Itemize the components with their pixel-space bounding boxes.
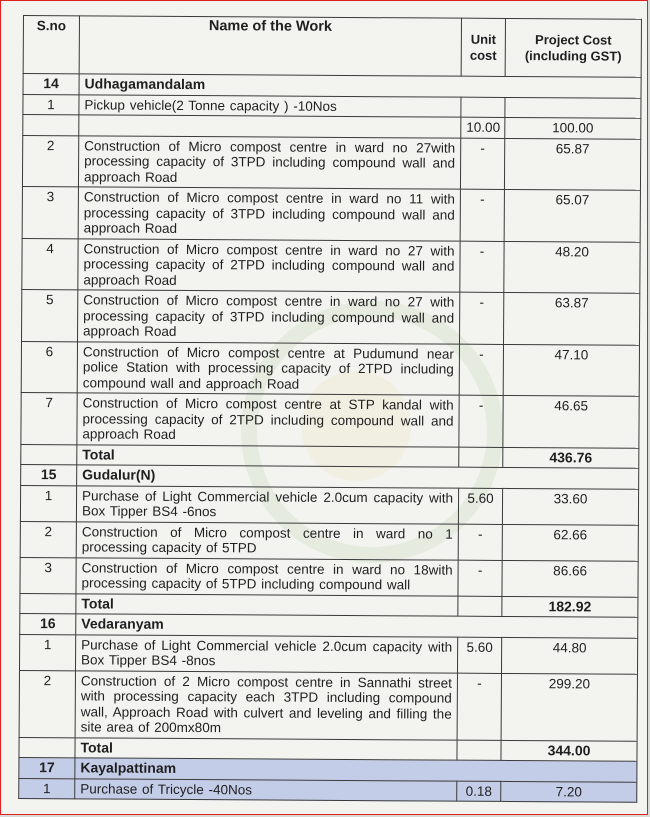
row-description: Construction of Micro compost centre in ward no 18with processing capacity of 5TPD including compound wall xyxy=(76,557,458,595)
table-body xyxy=(19,74,641,803)
group-name: Kayalpattinam xyxy=(75,758,637,782)
row-unit-cost: 10.00 xyxy=(461,117,505,138)
row-description: Construction of Micro compost centre at Pudumund near police Station with processing capacity of 2TPD including compound wall and approach Road xyxy=(77,341,459,395)
row-project-cost: 44.80 xyxy=(501,637,637,674)
row-description: Purchase of Light Commercial vehicle 2.0cum capacity with Box Tipper BS4 -6nos xyxy=(76,485,458,523)
row-project-cost: 86.66 xyxy=(502,560,638,597)
row-sno: 1 xyxy=(20,485,76,521)
row-project-cost: 65.07 xyxy=(504,189,640,241)
group-sno: 14 xyxy=(23,74,79,95)
table-row xyxy=(20,485,638,525)
row-description: Construction of 2 Micro compost centre in Sannathi street with processing capacity each 3TPD including compound wall, Approach Road with culvert and leveling and filling the site area of 200mx80m xyxy=(75,670,457,739)
row-project-cost xyxy=(505,97,641,118)
total-label: Total xyxy=(75,737,457,760)
group-sno: 16 xyxy=(20,613,76,634)
row-unit-cost: - xyxy=(458,524,502,560)
table-row xyxy=(22,238,640,293)
total-blank xyxy=(20,593,76,614)
row-description: Construction of Micro compost centre in ward no 1 processing capacity of 5TPD xyxy=(76,521,458,559)
row-project-cost: 62.66 xyxy=(502,524,638,561)
total-label: Total xyxy=(76,593,458,616)
table-row xyxy=(20,521,638,561)
row-project-cost: 33.60 xyxy=(502,488,638,525)
table-row xyxy=(21,392,639,447)
row-sno: 2 xyxy=(20,521,76,557)
row-project-cost: 47.10 xyxy=(503,344,639,396)
row-sno: 4 xyxy=(22,238,78,290)
total-value: 344.00 xyxy=(501,740,637,761)
row-unit-cost: - xyxy=(460,292,504,344)
total-unit-blank xyxy=(458,596,502,617)
total-blank xyxy=(21,444,77,465)
row-description: Construction of Micro compost centre in ward no 11 with processing capacity of 3TPD including compound wall and approach Road xyxy=(78,187,460,241)
row-unit-cost: 5.60 xyxy=(457,637,501,673)
row-sno: 2 xyxy=(19,670,75,737)
header-unit-cost: Unit cost xyxy=(461,18,505,76)
group-sno: 17 xyxy=(19,757,75,778)
row-description: Construction of Micro compost centre in ward no 27 with processing capacity of 2TPD including compound wall and approach Road xyxy=(78,238,460,292)
row-description: Pickup vehicle(2 Tonne capacity ) -10Nos xyxy=(79,94,461,117)
total-value: 182.92 xyxy=(502,596,638,617)
row-project-cost: 63.87 xyxy=(503,292,639,344)
group-name: Udhagamandalam xyxy=(79,74,641,98)
table-row xyxy=(22,135,640,190)
row-sno: 3 xyxy=(22,186,78,238)
row-sno: 2 xyxy=(22,135,78,187)
row-sno: 1 xyxy=(23,94,79,115)
table-row xyxy=(22,289,640,344)
row-sno: 3 xyxy=(20,557,76,593)
row-unit-cost: - xyxy=(459,344,503,396)
row-sno: 5 xyxy=(22,289,78,341)
table-row xyxy=(20,557,638,597)
row-project-cost: 48.20 xyxy=(504,241,640,293)
row-unit-cost: - xyxy=(460,138,504,190)
table-row xyxy=(22,186,640,241)
row-sno: 7 xyxy=(21,392,77,444)
total-label: Total xyxy=(77,444,459,467)
row-project-cost: 299.20 xyxy=(501,673,637,741)
row-description: Purchase of Tricycle -40Nos xyxy=(75,778,457,801)
table-row xyxy=(19,634,637,674)
header-name-of-work: Name of the Work xyxy=(79,16,461,76)
row-sno xyxy=(23,115,79,136)
table-row xyxy=(19,778,637,802)
table-row xyxy=(19,670,637,741)
row-unit-cost: - xyxy=(458,560,502,596)
row-project-cost: 7.20 xyxy=(501,781,637,802)
row-sno: 6 xyxy=(21,341,77,393)
works-table xyxy=(18,15,642,803)
row-description: Construction of Micro compost centre in ward no 27with processing capacity of 3TPD including compound wall and approach Road xyxy=(78,135,460,189)
total-unit-blank xyxy=(459,447,503,468)
row-unit-cost xyxy=(461,97,505,118)
header-sno: S.no xyxy=(23,16,79,74)
row-unit-cost: - xyxy=(460,189,504,241)
row-description: Construction of Micro compost centre in ward no 27 with processing capacity of 3TPD including compound wall and approach Road xyxy=(78,290,460,344)
row-project-cost: 46.65 xyxy=(503,395,639,447)
table-header-row xyxy=(23,16,641,78)
row-project-cost: 65.87 xyxy=(504,138,640,190)
row-sno: 1 xyxy=(19,634,75,670)
total-unit-blank xyxy=(457,740,501,761)
row-unit-cost: - xyxy=(457,673,501,740)
row-project-cost: 100.00 xyxy=(505,117,641,138)
row-unit-cost: - xyxy=(460,241,504,293)
group-name: Gudalur(N) xyxy=(77,465,639,489)
group-name: Vedaranyam xyxy=(76,614,638,638)
works-table-container xyxy=(18,15,641,803)
row-unit-cost: 5.60 xyxy=(458,488,502,524)
row-description xyxy=(79,115,461,138)
group-sno: 15 xyxy=(21,464,77,485)
row-unit-cost: 0.18 xyxy=(457,781,501,802)
row-unit-cost: - xyxy=(459,395,503,447)
row-description: Construction of Micro compost centre at STP kandal with processing capacity of 2TPD including compound wall and approach Road xyxy=(77,393,459,447)
total-value: 436.76 xyxy=(503,447,639,468)
row-sno: 1 xyxy=(19,778,75,799)
total-blank xyxy=(19,737,75,758)
header-project-cost: Project Cost (including GST) xyxy=(505,18,641,77)
row-description: Purchase of Light Commercial vehicle 2.0cum capacity with Box Tipper BS4 -8nos xyxy=(75,634,457,672)
table-row xyxy=(21,341,639,396)
